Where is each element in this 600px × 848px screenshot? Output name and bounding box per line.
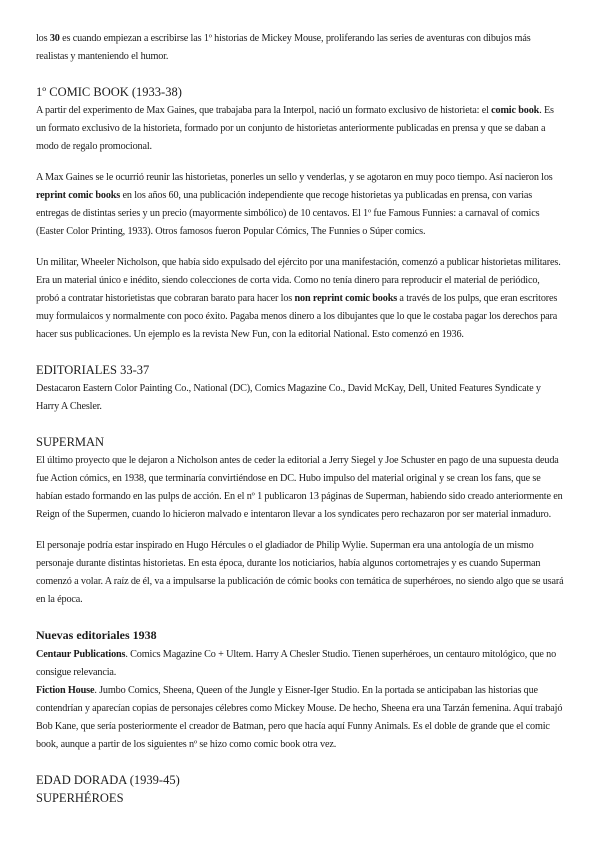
bold-text: Fiction House: [36, 685, 95, 696]
bold-text: non reprint comic books: [294, 293, 398, 304]
paragraph-centaur: [36, 646, 564, 682]
text-run: es cuando empiezan a escribirse las 1º historias de Mickey Mouse, proliferando las series de aventuras con dibujos más realistas y manteniendo el humor.: [36, 33, 531, 62]
heading-superman: SUPERMAN: [36, 435, 105, 449]
paragraph-fiction-house: [36, 682, 564, 754]
paragraph-max-gaines: [36, 102, 564, 156]
bold-text: Centaur Publications: [36, 649, 126, 660]
text-run: . Jumbo Comics, Sheena, Queen of the Jungle y Eisner-Iger Studio. En la portada se anticipaban las historias que contendrían y aparecían copias de personajes célebres como Mickey Mouse. De hecho, Sheena era una Tarzán femenina. Aquí trabajó Bob Kane, que sería posteriormente el creador de Batman, pero que hacía aquí Funny Animals. Es el doble de grande que el comic book, aunque a partir de los siguientes nº se hizo como comic book otra vez.: [36, 685, 563, 750]
bold-text: comic book: [491, 105, 540, 116]
text-run: en los años 60, una publicación independiente que recoge historietas ya publicadas en prensa, con varias entregas de distintas series y un precio (mayormente simbólico) de 10 centavos. El 1º fue Famous Funnies: a carnaval of comics (Easter Color Printing, 1933). Otros famosos fueron Popular Cómics, The Funnies o Súper comics.: [36, 190, 540, 237]
intro-paragraph: [36, 30, 564, 66]
bold-text: reprint comic books: [36, 190, 121, 201]
document-page: [36, 30, 564, 808]
paragraph-superman-inspiration: El personaje podría estar inspirado en Hugo Hércules o el gladiador de Philip Wylie. Superman era una antología de un mismo personaje durante distintas historietas. En esta época, durante los noticiarios, había algunos cortometrajes y es cuando Superman comenzó a volar. A raíz de él, va a impulsarse la publicación de cómic books con temática de superhéroes, no siendo algo que se usará en la época.: [36, 540, 564, 605]
bold-text: 30: [49, 33, 60, 44]
text-run: a través de los pulps, que eran escritores muy formulaicos y normalmente con poco éxito. Pagaba menos dinero a los dibujantes que lo que le costaba pagar los derechos para hacer sus publicaciones. Un ejemplo es la revista New Fun, con la editorial National. Esto comenzó en 1936.: [36, 293, 558, 340]
heading-superheroes: SUPERHÉROES: [36, 791, 124, 805]
heading-editoriales: EDITORIALES 33-37: [36, 363, 150, 377]
heading-first-comic-book: 1º COMIC BOOK (1933-38): [36, 85, 182, 99]
text-run: . Es un formato exclusivo de la historieta, formado por un conjunto de historietas anteriormente publicadas en prensa y que se daban a modo de regalo promocional.: [36, 105, 554, 152]
text-run: A Max Gaines se le ocurrió reunir las historietas, ponerles un sello y venderlas, y se agotaron en muy poco tiempo. Así nacieron los: [36, 172, 553, 183]
paragraph-wheeler-nicholson: [36, 254, 564, 344]
text-run: . Comics Magazine Co + Ultem. Harry A Chesler Studio. Tienen superhéroes, un centauro mitológico, que no consigue relevancia.: [36, 649, 557, 678]
paragraph-superman-origin: El último proyecto que le dejaron a Nicholson antes de ceder la editorial a Jerry Siegel y Joe Schuster en pago de una supuesta deuda fue Action cómics, en 1938, que terminaría convirtiéndose en DC. Hubo impulso del material original y se crean los fans, que se habían estado formando en las pulps de acción. En el nº 1 publicaron 13 páginas de Superman, habiendo sido creado anteriormente en Reign of the Supermen, cuando lo hicieron malvado e intentaron llevar a los syndicates pero rechazaron por ser material inmaduro.: [36, 455, 563, 520]
paragraph-reprint-comic-books: [36, 169, 564, 241]
paragraph-editoriales: Destacaron Eastern Color Painting Co., National (DC), Comics Magazine Co., David McKay, Dell, United Features Syndicate y Harry A Chesler.: [36, 383, 541, 412]
text-run: A partir del experimento de Max Gaines, que trabajaba para la Interpol, nació un formato exclusivo de historieta: el: [36, 105, 492, 116]
text-run: los: [36, 33, 50, 44]
heading-nuevas-editoriales: Nuevas editoriales 1938: [36, 628, 157, 642]
heading-edad-dorada: EDAD DORADA (1939-45): [36, 773, 180, 787]
text-run: Un militar, Wheeler Nicholson, que había sido expulsado del ejército por una manifestación, comenzó a publicar historietas militares. Era un material único e inédito, siendo colecciones de corta vida. Como no tenía dinero para reproducir el material de periódico, probó a contratar historietistas que cobraran barato para hacer los: [36, 257, 561, 304]
